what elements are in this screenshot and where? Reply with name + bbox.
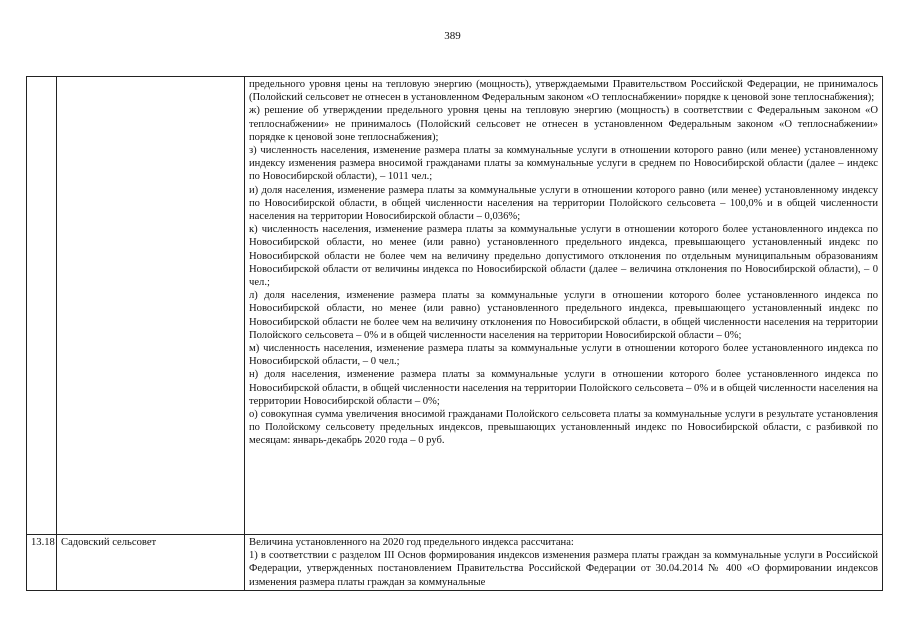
row-number-cell: 13.18 <box>27 535 57 591</box>
municipality-name-cell: Садовский сельсовет <box>57 535 245 591</box>
paragraph: Величина установленного на 2020 год предельного индекса рассчитана: <box>249 537 574 548</box>
paragraph: ж) решение об утверждении предельного уровня цены на тепловую энергию (мощность) в соответствии с Федеральным законом «О теплоснабжении» не принималось (Полойский сельсовет не отнесен в установленном Федеральным законом «О теплоснабжении» порядке к ценовой зоне теплоснабжения); <box>249 105 878 143</box>
paragraph: м) численность населения, изменение размера платы за коммунальные услуги в отношении которого более установленного индекса по Новосибирской области, – 0 чел.; <box>249 343 878 368</box>
paragraph: о) совокупная сумма увеличения вносимой гражданами Полойского сельсовета платы за коммунальные услуги в результате установления по Полойскому сельсовету предельных индексов, превышающих установленный индекс по Новосибирской области, с разбивкой по месяцам: январь-декабрь 2020 года – 0 руб. <box>249 409 878 447</box>
paragraph: и) доля населения, изменение размера платы за коммунальные услуги в отношении которого равно (или менее) установленному индексу по Новосибирской области, в общей численности населения на территории Полойского сельсовета – 100,0% и в общей численности населения на территории Новосибирской области – 0,036%; <box>249 184 878 223</box>
municipality-name-cell <box>57 77 245 535</box>
paragraph: 1) в соответствии с разделом III Основ формирования индексов изменения размера платы граждан за коммунальные услуги в Российской Федерации, утвержденных постановлением Правительства Российской Федерации от 30.04.2014 № 400 «О формировании индексов изменения размера платы граждан за коммунальные <box>249 550 878 588</box>
row-number-cell <box>27 77 57 535</box>
page-number: 389 <box>444 30 461 42</box>
paragraph: предельного уровня цены на тепловую энергию (мощность), утверждаемыми Правительством Российской Федерации, не принималось (Полойский сельсовет не отнесен в установленном Федеральным законом «О теплоснабжении» порядке к ценовой зоне теплоснабжения); <box>249 79 878 104</box>
paragraph: к) численность населения, изменение размера платы за коммунальные услуги в отношении которого более установленного индекса по Новосибирской области, но менее (или равно) установленного предельного индекса, превышающего установленный индекс по Новосибирской области не более чем на величину предельно допустимого отклонения по отдельным муниципальным образованиям Новосибирской области от величины индекса по Новосибирской области (далее – величина отклонения по Новосибирской области), – 0 чел.; <box>249 224 878 289</box>
table-row <box>27 535 883 591</box>
paragraph: н) доля населения, изменение размера платы за коммунальные услуги в отношении которого более установленного индекса по Новосибирской области, в общей численности населения на территории Полойского сельсовета – 0% и в общей численности населения на территории Новосибирской области – 0%; <box>249 369 878 407</box>
paragraph: з) численность населения, изменение размера платы за коммунальные услуги в отношении которого равно (или менее) установленному индексу изменения размера вносимой гражданами платы за коммунальные услуги в среднем по Новосибирской области (далее – индекс по Новосибирской области), – 1011 чел.; <box>249 145 878 183</box>
document-table <box>26 76 883 591</box>
description-cell <box>245 77 883 535</box>
table-row <box>27 77 883 535</box>
description-cell <box>245 535 883 591</box>
paragraph: л) доля населения, изменение размера платы за коммунальные услуги в отношении которого более установленного индекса по Новосибирской области, но менее (или равно) установленного предельного индекса, превышающего установленный индекс по Новосибирской области не более чем на величину отклонения по Новосибирской области, в общей численности населения на территории Полойского сельсовета – 0% и в общей численности населения на территории Новосибирской области – 0%; <box>249 290 878 341</box>
